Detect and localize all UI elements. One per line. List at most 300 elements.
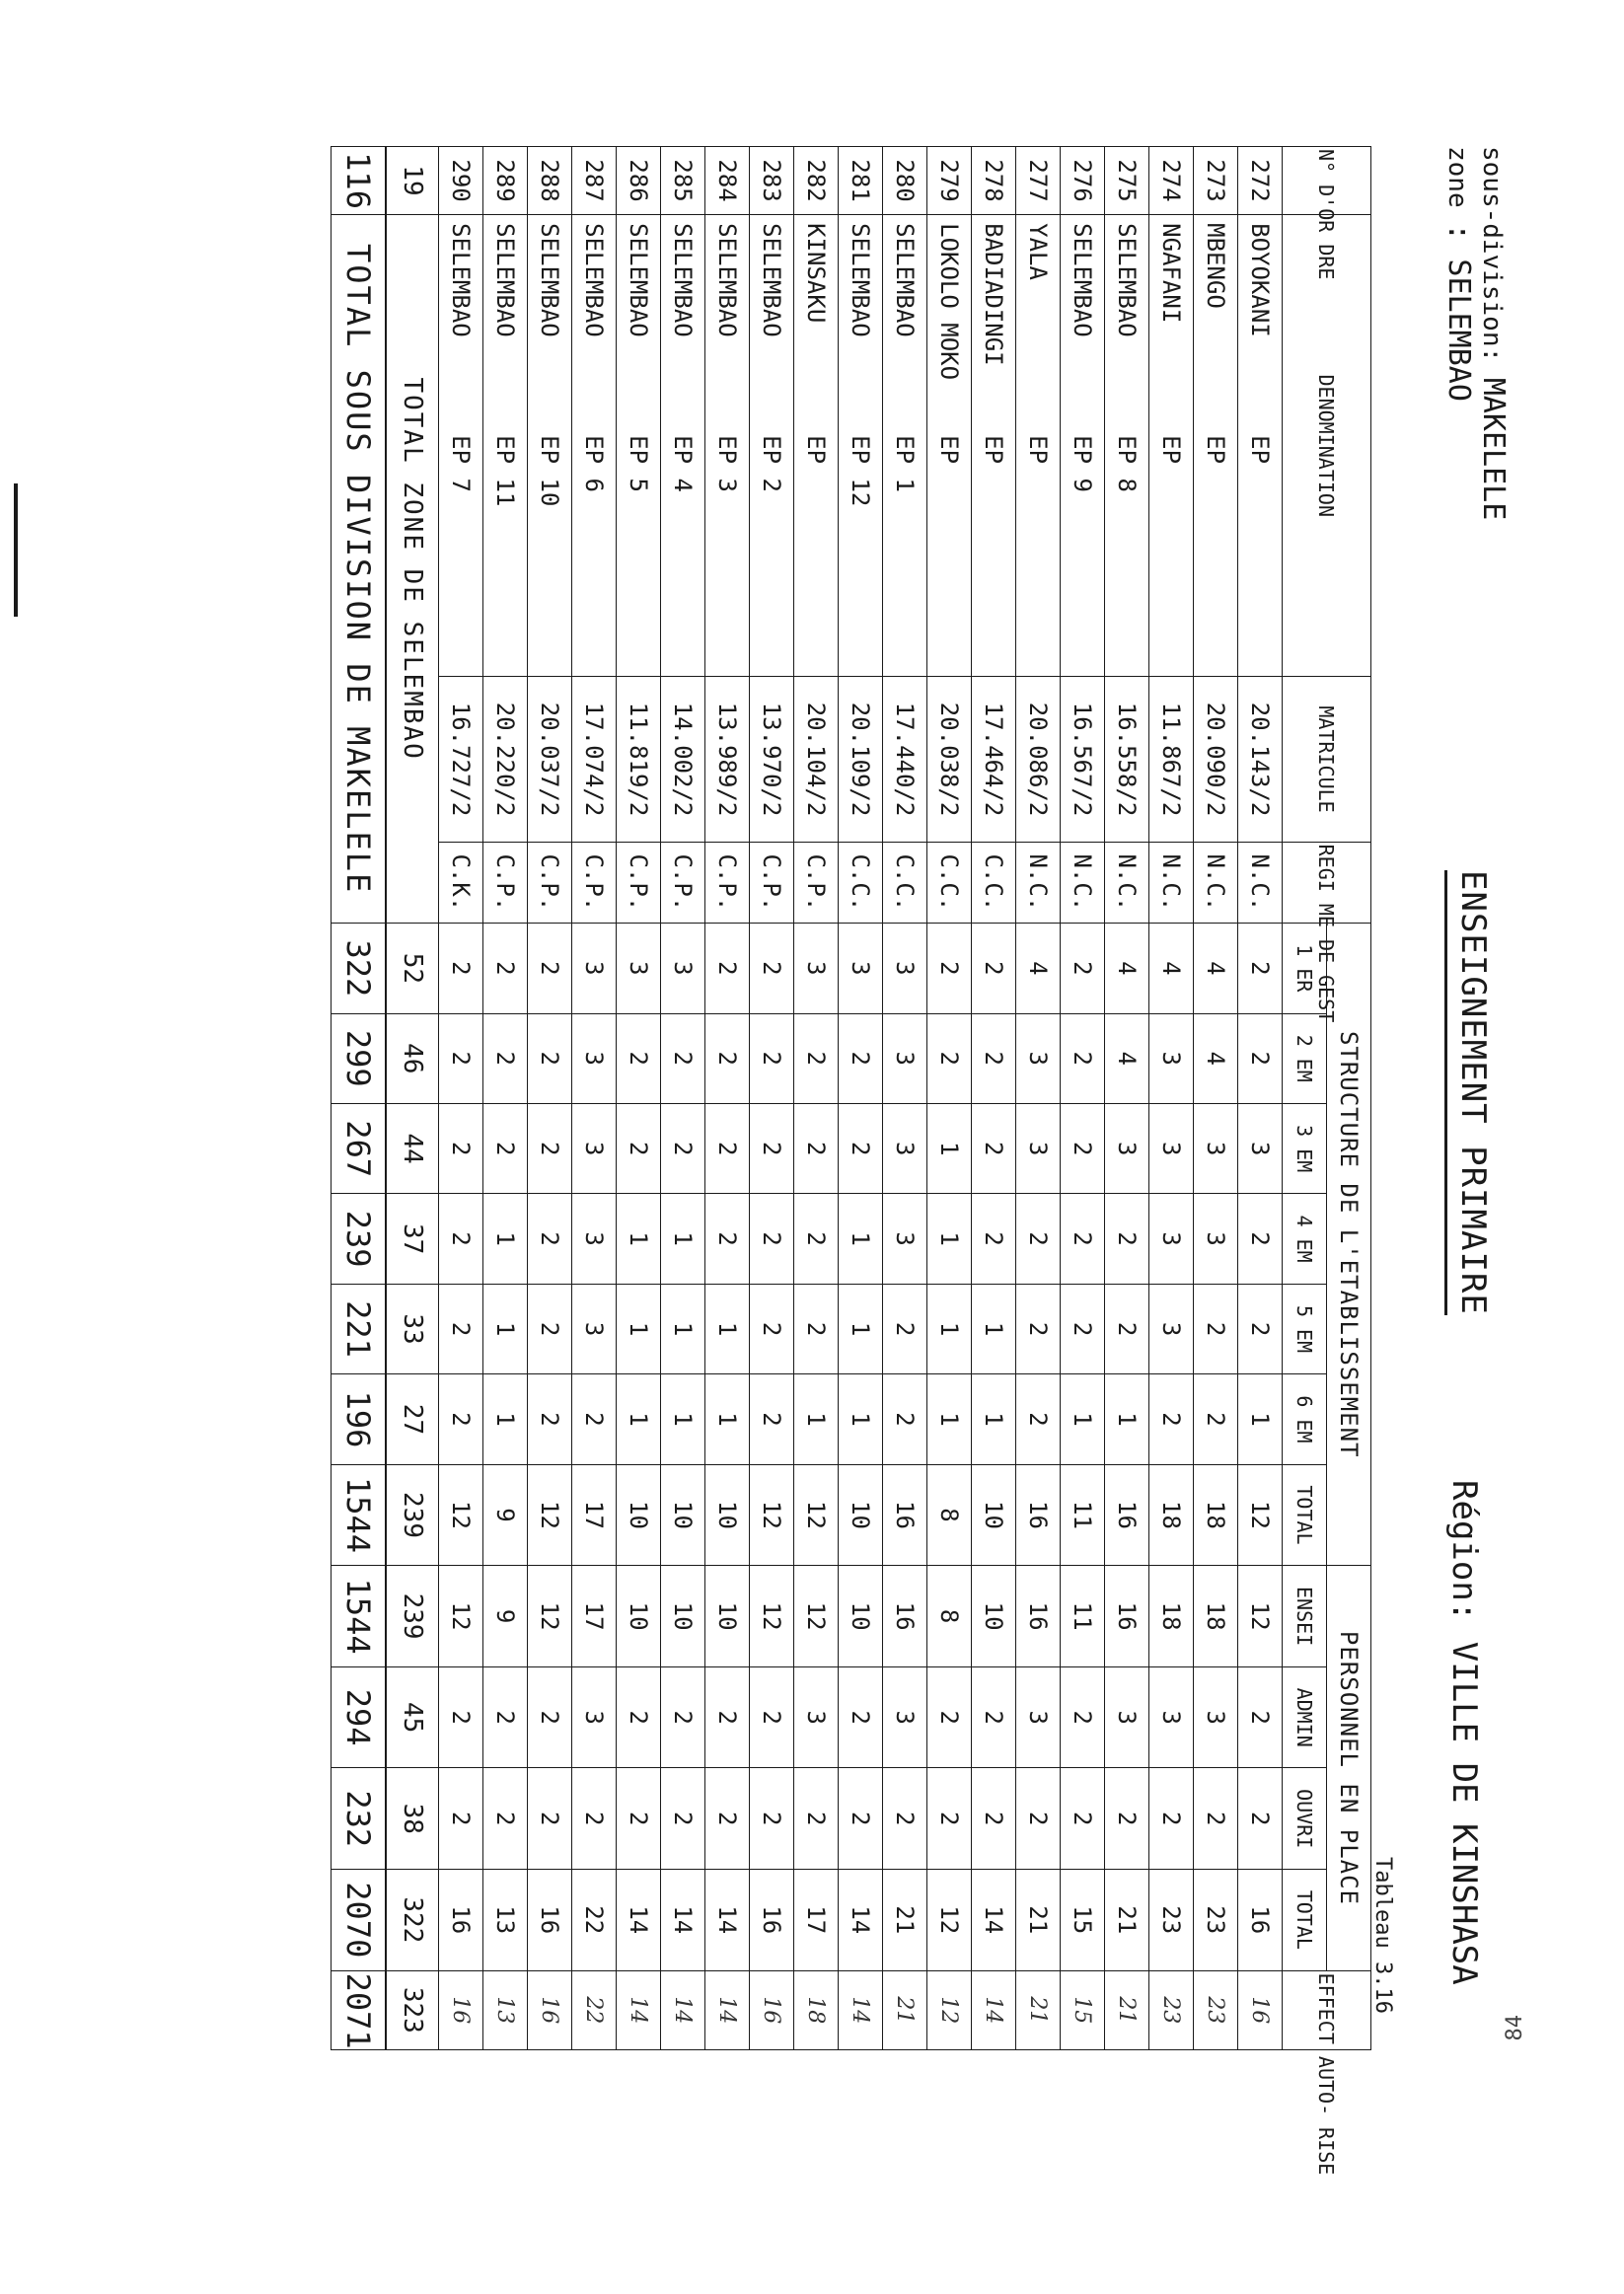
page-number: 84 [1503, 2015, 1527, 2041]
cell-personnel: 16 [1016, 1566, 1061, 1667]
cell-personnel: 3 [1149, 1666, 1194, 1768]
cell-effectif: 22 [572, 1970, 617, 2049]
cell-structure: 1 [483, 1374, 528, 1464]
cell-structure: 10 [972, 1464, 1016, 1566]
cell-personnel: 2 [528, 1768, 572, 1870]
total-structure: 33 [386, 1284, 439, 1373]
school-name: SELEMBAO [580, 223, 608, 337]
school-ep: EP 3 [713, 435, 741, 492]
cell-personnel: 11 [1061, 1566, 1105, 1667]
school-ep: EP [980, 435, 1007, 465]
header-denomination: DENOMINATION [1283, 215, 1371, 677]
cell-personnel: 2 [617, 1768, 661, 1870]
table-row [483, 147, 528, 2050]
cell-structure: 2 [483, 924, 528, 1013]
cell-structure: 12 [750, 1464, 794, 1566]
cell-personnel: 12 [528, 1566, 572, 1667]
cell-personnel: 12 [794, 1566, 839, 1667]
header-structure-group: STRUCTURE DE L'ETABLISSEMENT [1327, 924, 1371, 1566]
cell-matricule: 20.220/2 [483, 677, 528, 842]
header-structure-col: 5 EM [1283, 1284, 1327, 1373]
cell-regime: C.P. [528, 842, 572, 924]
cell-denomination [661, 215, 705, 677]
cell-personnel: 18 [1149, 1566, 1194, 1667]
table-row [1016, 147, 1061, 2050]
table-row [1105, 147, 1149, 2050]
table-row [617, 147, 661, 2050]
total-ordre: 19 [386, 147, 439, 215]
page-title: ENSEIGNEMENT PRIMAIRE [1444, 870, 1493, 1315]
cell-structure: 4 [1194, 1013, 1238, 1103]
cell-ordre: 273 [1194, 147, 1238, 215]
cell-personnel: 12 [750, 1566, 794, 1667]
school-name: SELEMBAO [891, 223, 919, 337]
cell-regime: C.K. [439, 842, 483, 924]
cell-matricule: 20.037/2 [528, 677, 572, 842]
school-name: SELEMBAO [847, 223, 874, 337]
cell-structure: 3 [1016, 1013, 1061, 1103]
cell-personnel: 21 [1016, 1870, 1061, 1971]
cell-structure: 2 [483, 1013, 528, 1103]
cell-personnel: 8 [927, 1566, 972, 1667]
school-name: YALA [1024, 223, 1052, 280]
cell-structure: 3 [883, 1103, 927, 1193]
cell-ordre: 278 [972, 147, 1016, 215]
cell-structure: 4 [1194, 924, 1238, 1013]
cell-structure: 3 [1194, 1103, 1238, 1193]
cell-structure: 3 [617, 924, 661, 1013]
cell-denomination [572, 215, 617, 677]
cell-structure: 3 [883, 924, 927, 1013]
school-name: MBENGO [1202, 223, 1229, 309]
cell-denomination [1061, 215, 1105, 677]
cell-structure: 1 [661, 1374, 705, 1464]
cell-structure: 1 [972, 1284, 1016, 1373]
cell-matricule: 11.819/2 [617, 677, 661, 842]
zone-total-row [386, 147, 439, 2050]
cell-structure: 3 [794, 924, 839, 1013]
total-structure: 1544 [332, 1464, 387, 1566]
school-ep: EP [1202, 435, 1229, 465]
sousdivision-label: sous-division: [1477, 146, 1507, 363]
cell-structure: 2 [661, 1013, 705, 1103]
cell-denomination [750, 215, 794, 677]
cell-structure: 12 [1238, 1464, 1283, 1566]
cell-ordre: 276 [1061, 147, 1105, 215]
cell-personnel: 2 [1061, 1768, 1105, 1870]
table-row [439, 147, 483, 2050]
school-name: SELEMBAO [536, 223, 563, 337]
grand-total-row [332, 147, 387, 2050]
cell-personnel: 2 [1149, 1768, 1194, 1870]
cell-personnel: 2 [1238, 1666, 1283, 1768]
school-ep: EP 7 [447, 435, 475, 492]
total-structure: 299 [332, 1013, 387, 1103]
cell-matricule: 20.086/2 [1016, 677, 1061, 842]
cell-personnel: 16 [750, 1870, 794, 1971]
cell-personnel: 2 [839, 1768, 883, 1870]
cell-matricule: 17.440/2 [883, 677, 927, 842]
cell-structure: 10 [661, 1464, 705, 1566]
cell-personnel: 2 [1061, 1666, 1105, 1768]
cell-structure: 2 [439, 1374, 483, 1464]
cell-personnel: 17 [794, 1870, 839, 1971]
table-footer [332, 147, 439, 2050]
cell-personnel: 12 [439, 1566, 483, 1667]
cell-structure: 2 [1105, 1194, 1149, 1284]
cell-regime: N.C. [1149, 842, 1194, 924]
cell-denomination [1194, 215, 1238, 677]
cell-effectif: 14 [617, 1970, 661, 2049]
tableau-number: Tableau 3.16 [1370, 1857, 1395, 2014]
table-row [1194, 147, 1238, 2050]
cell-structure: 10 [705, 1464, 750, 1566]
cell-structure: 10 [617, 1464, 661, 1566]
cell-structure: 2 [528, 1284, 572, 1373]
cell-structure: 2 [883, 1374, 927, 1464]
cell-structure: 1 [483, 1194, 528, 1284]
total-structure: 37 [386, 1194, 439, 1284]
cell-structure: 3 [572, 1194, 617, 1284]
cell-structure: 2 [528, 1374, 572, 1464]
cell-denomination [705, 215, 750, 677]
header-structure-col: 1 ER [1283, 924, 1327, 1013]
cell-personnel: 2 [839, 1666, 883, 1768]
cell-structure: 2 [1061, 1284, 1105, 1373]
school-ep: EP 12 [847, 435, 874, 507]
cell-effectif: 16 [1238, 1970, 1283, 2049]
total-personnel: 294 [332, 1666, 387, 1768]
cell-structure: 2 [972, 1194, 1016, 1284]
table-row [750, 147, 794, 2050]
cell-personnel: 2 [750, 1666, 794, 1768]
cell-personnel: 16 [883, 1566, 927, 1667]
cell-structure: 2 [1105, 1284, 1149, 1373]
cell-personnel: 3 [1016, 1666, 1061, 1768]
cell-structure: 2 [483, 1103, 528, 1193]
cell-personnel: 2 [1016, 1768, 1061, 1870]
cell-personnel: 16 [1105, 1566, 1149, 1667]
cell-structure: 2 [1061, 1194, 1105, 1284]
cell-structure: 2 [705, 1103, 750, 1193]
school-ep: EP [1024, 435, 1052, 465]
cell-denomination [794, 215, 839, 677]
total-personnel: 2070 [332, 1870, 387, 1971]
cell-structure: 9 [483, 1464, 528, 1566]
cell-personnel: 9 [483, 1566, 528, 1667]
school-name: SELEMBAO [491, 223, 519, 337]
cell-structure: 1 [927, 1103, 972, 1193]
cell-personnel: 3 [572, 1666, 617, 1768]
cell-ordre: 289 [483, 147, 528, 215]
cell-personnel: 2 [883, 1768, 927, 1870]
cell-structure: 3 [1016, 1103, 1061, 1193]
header-personnel-col: OUVRI [1283, 1768, 1327, 1870]
cell-personnel: 23 [1194, 1870, 1238, 1971]
cell-structure: 1 [661, 1194, 705, 1284]
cell-structure: 2 [1016, 1194, 1061, 1284]
cell-personnel: 2 [794, 1768, 839, 1870]
cell-regime: N.C. [1194, 842, 1238, 924]
cell-effectif: 18 [794, 1970, 839, 2049]
table-row [528, 147, 572, 2050]
cell-personnel: 2 [1194, 1768, 1238, 1870]
zone-label: zone [1442, 146, 1472, 208]
cell-matricule: 20.104/2 [794, 677, 839, 842]
school-ep: EP [1246, 435, 1274, 465]
cell-regime: C.P. [705, 842, 750, 924]
cell-personnel: 10 [661, 1566, 705, 1667]
cell-denomination [1105, 215, 1149, 677]
cell-personnel: 22 [572, 1870, 617, 1971]
cell-structure: 2 [1238, 1194, 1283, 1284]
cell-structure: 1 [617, 1374, 661, 1464]
cell-structure: 3 [661, 924, 705, 1013]
region-label: Région: VILLE DE KINSHASA [1444, 1480, 1484, 1985]
cell-effectif: 14 [839, 1970, 883, 2049]
cell-personnel: 2 [927, 1768, 972, 1870]
total-structure: 46 [386, 1013, 439, 1103]
cell-structure: 3 [1149, 1284, 1194, 1373]
cell-structure: 1 [705, 1374, 750, 1464]
cell-structure: 3 [1105, 1103, 1149, 1193]
cell-structure: 2 [1016, 1374, 1061, 1464]
cell-regime: C.P. [617, 842, 661, 924]
school-name: NGAFANI [1157, 223, 1185, 324]
cell-structure: 2 [1238, 924, 1283, 1013]
cell-personnel: 16 [528, 1870, 572, 1971]
total-personnel: 232 [332, 1768, 387, 1870]
sousdivision-value: MAKELELE [1476, 377, 1511, 521]
header-structure-col: 4 EM [1283, 1194, 1327, 1284]
cell-structure: 1 [927, 1374, 972, 1464]
school-ep: EP 4 [669, 435, 697, 492]
cell-denomination [883, 215, 927, 677]
cell-structure: 11 [1061, 1464, 1105, 1566]
header-structure-col: TOTAL [1283, 1464, 1327, 1566]
cell-effectif: 23 [1194, 1970, 1238, 2049]
cell-structure: 18 [1194, 1464, 1238, 1566]
cell-structure: 3 [572, 924, 617, 1013]
cell-personnel: 2 [528, 1666, 572, 1768]
cell-personnel: 15 [1061, 1870, 1105, 1971]
cell-structure: 1 [1061, 1374, 1105, 1464]
cell-structure: 4 [1105, 1013, 1149, 1103]
total-structure: 267 [332, 1103, 387, 1193]
cell-regime: N.C. [1238, 842, 1283, 924]
cell-ordre: 274 [1149, 147, 1194, 215]
total-structure: 196 [332, 1374, 387, 1464]
cell-personnel: 2 [705, 1666, 750, 1768]
cell-matricule: 16.558/2 [1105, 677, 1149, 842]
cell-structure: 2 [750, 924, 794, 1013]
cell-personnel: 2 [572, 1768, 617, 1870]
cell-structure: 2 [528, 924, 572, 1013]
cell-structure: 2 [1194, 1284, 1238, 1373]
header-matricule: MATRICULE [1283, 677, 1371, 842]
cell-structure: 1 [483, 1284, 528, 1373]
cell-structure: 2 [972, 924, 1016, 1013]
cell-ordre: 286 [617, 147, 661, 215]
cell-structure: 2 [528, 1103, 572, 1193]
cell-personnel: 2 [1105, 1768, 1149, 1870]
cell-structure: 2 [1061, 924, 1105, 1013]
cell-regime: C.C. [839, 842, 883, 924]
cell-structure: 2 [1016, 1284, 1061, 1373]
cell-matricule: 20.090/2 [1194, 677, 1238, 842]
cell-structure: 3 [572, 1284, 617, 1373]
total-label: TOTAL SOUS DIVISION DE MAKELELE [332, 215, 387, 924]
cell-regime: N.C. [1105, 842, 1149, 924]
cell-personnel: 14 [972, 1870, 1016, 1971]
cell-structure: 1 [927, 1284, 972, 1373]
cell-effectif: 21 [883, 1970, 927, 2049]
cell-structure: 2 [1061, 1103, 1105, 1193]
cell-personnel: 3 [794, 1666, 839, 1768]
school-ep: EP 9 [1069, 435, 1096, 492]
cell-personnel: 3 [883, 1666, 927, 1768]
cell-denomination [1238, 215, 1283, 677]
cell-effectif: 21 [1105, 1970, 1149, 2049]
cell-personnel: 13 [483, 1870, 528, 1971]
table-row [1149, 147, 1194, 2050]
cell-personnel: 2 [661, 1768, 705, 1870]
cell-structure: 2 [750, 1013, 794, 1103]
total-personnel: 45 [386, 1666, 439, 1768]
cell-ordre: 285 [661, 147, 705, 215]
cell-denomination [439, 215, 483, 677]
cell-matricule: 11.867/2 [1149, 677, 1194, 842]
cell-structure: 2 [750, 1194, 794, 1284]
cell-denomination [839, 215, 883, 677]
school-ep: EP 1 [891, 435, 919, 492]
cell-personnel: 14 [839, 1870, 883, 1971]
cell-effectif: 14 [661, 1970, 705, 2049]
total-structure: 221 [332, 1284, 387, 1373]
school-name: LOKOLO MOKO [935, 223, 963, 381]
table-row [794, 147, 839, 2050]
cell-ordre: 287 [572, 147, 617, 215]
cell-regime: C.C. [972, 842, 1016, 924]
school-name: SELEMBAO [1113, 223, 1141, 337]
cell-denomination [972, 215, 1016, 677]
school-name: SELEMBAO [669, 223, 697, 337]
cell-structure: 2 [972, 1103, 1016, 1193]
school-ep: EP [1157, 435, 1185, 465]
cell-structure: 2 [1238, 1013, 1283, 1103]
cell-regime: N.C. [1016, 842, 1061, 924]
cell-structure: 1 [661, 1284, 705, 1373]
cell-personnel: 2 [439, 1666, 483, 1768]
cell-personnel: 10 [972, 1566, 1016, 1667]
cell-matricule: 20.038/2 [927, 677, 972, 842]
cell-structure: 3 [572, 1103, 617, 1193]
cell-effectif: 13 [483, 1970, 528, 2049]
cell-ordre: 279 [927, 147, 972, 215]
margin-mark [14, 483, 18, 617]
cell-structure: 1 [705, 1284, 750, 1373]
cell-personnel: 17 [572, 1566, 617, 1667]
total-personnel: 1544 [332, 1566, 387, 1667]
cell-structure: 1 [839, 1284, 883, 1373]
cell-ordre: 280 [883, 147, 927, 215]
cell-effectif: 21 [1016, 1970, 1061, 2049]
school-ep: EP 10 [536, 435, 563, 507]
cell-structure: 2 [705, 924, 750, 1013]
cell-structure: 1 [1238, 1374, 1283, 1464]
cell-personnel: 2 [927, 1666, 972, 1768]
cell-personnel: 10 [617, 1566, 661, 1667]
table-row [705, 147, 750, 2050]
cell-structure: 2 [528, 1194, 572, 1284]
cell-matricule: 13.989/2 [705, 677, 750, 842]
cell-structure: 2 [927, 1013, 972, 1103]
school-ep: EP 8 [1113, 435, 1141, 492]
cell-ordre: 281 [839, 147, 883, 215]
cell-structure: 3 [883, 1013, 927, 1103]
school-ep: EP [802, 435, 830, 465]
cell-personnel: 14 [661, 1870, 705, 1971]
cell-personnel: 18 [1194, 1566, 1238, 1667]
cell-personnel: 14 [705, 1870, 750, 1971]
cell-personnel: 10 [839, 1566, 883, 1667]
sousdivision-line [1476, 146, 1511, 520]
cell-ordre: 284 [705, 147, 750, 215]
cell-denomination [1016, 215, 1061, 677]
cell-structure: 3 [1194, 1194, 1238, 1284]
cell-structure: 1 [927, 1194, 972, 1284]
cell-effectif: 14 [705, 1970, 750, 2049]
cell-structure: 1 [617, 1284, 661, 1373]
table-row [883, 147, 927, 2050]
cell-structure: 2 [661, 1103, 705, 1193]
total-personnel: 239 [386, 1566, 439, 1667]
cell-structure: 4 [1105, 924, 1149, 1013]
cell-structure: 3 [883, 1194, 927, 1284]
school-ep: EP 2 [758, 435, 785, 492]
table-row [972, 147, 1016, 2050]
cell-structure: 2 [1238, 1284, 1283, 1373]
cell-personnel: 2 [439, 1768, 483, 1870]
cell-structure: 16 [883, 1464, 927, 1566]
cell-structure: 2 [750, 1284, 794, 1373]
cell-denomination [528, 215, 572, 677]
zone-line [1441, 146, 1476, 402]
cell-structure: 12 [528, 1464, 572, 1566]
cell-structure: 2 [439, 924, 483, 1013]
school-name: SELEMBAO [758, 223, 785, 337]
cell-structure: 1 [1105, 1374, 1149, 1464]
cell-structure: 16 [1105, 1464, 1149, 1566]
cell-matricule: 16.727/2 [439, 677, 483, 842]
cell-regime: C.P. [661, 842, 705, 924]
cell-structure: 1 [794, 1374, 839, 1464]
cell-structure: 12 [794, 1464, 839, 1566]
cell-structure: 1 [972, 1374, 1016, 1464]
cell-personnel: 21 [883, 1870, 927, 1971]
cell-regime: C.P. [483, 842, 528, 924]
school-ep: EP 11 [491, 435, 519, 507]
cell-structure: 2 [705, 1194, 750, 1284]
cell-structure: 2 [439, 1194, 483, 1284]
cell-structure: 2 [617, 1013, 661, 1103]
cell-structure: 3 [839, 924, 883, 1013]
header-structure-col: 6 EM [1283, 1374, 1327, 1464]
cell-personnel: 2 [705, 1768, 750, 1870]
cell-structure: 3 [572, 1013, 617, 1103]
cell-personnel: 21 [1105, 1870, 1149, 1971]
school-name: SELEMBAO [625, 223, 652, 337]
